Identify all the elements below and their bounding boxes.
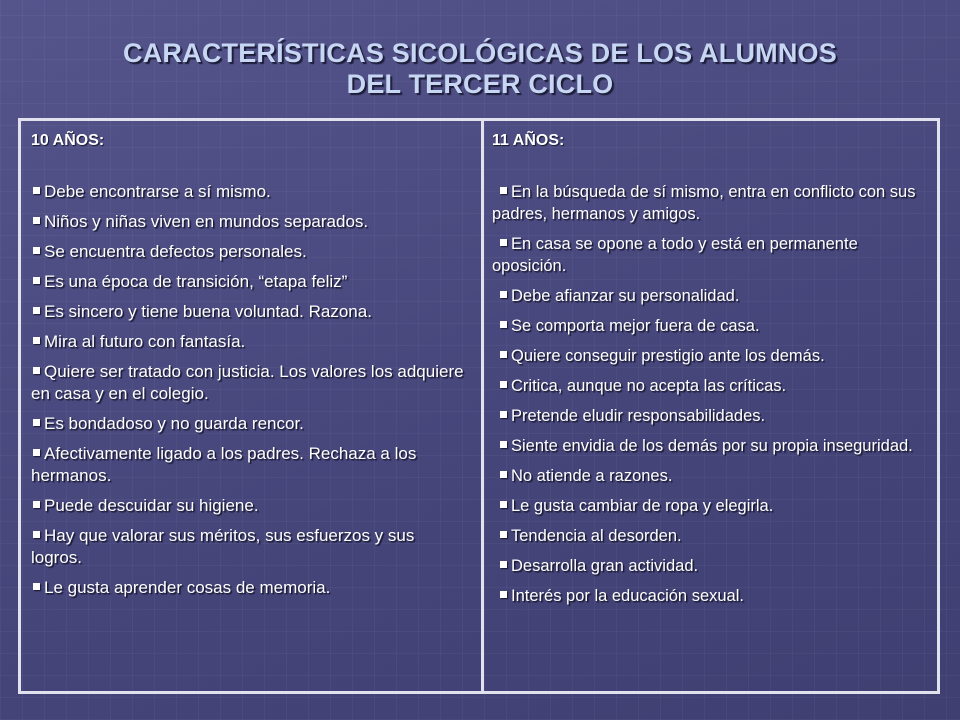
list-item: Le gusta aprender cosas de memoria.: [31, 577, 465, 599]
square-bullet-icon: [33, 531, 40, 538]
list-item: Es una época de transición, “etapa feliz”: [31, 271, 465, 293]
list-item: Quiere conseguir prestigio ante los demás.: [492, 345, 925, 367]
list-item: Quiere ser tratado con justicia. Los valores los adquiere en casa y en el colegio.: [31, 362, 464, 403]
list-item: Critica, aunque no acepta las críticas.: [492, 375, 925, 397]
square-bullet-icon: [500, 187, 507, 194]
list-item: Pretende eludir responsabilidades.: [492, 405, 925, 427]
square-bullet-icon: [500, 441, 507, 448]
list-item: Niños y niñas viven en mundos separados.: [31, 211, 465, 233]
comparison-table: [18, 118, 940, 694]
square-bullet-icon: [500, 501, 507, 508]
list-item: En casa se opone a todo y está en permanente oposición.: [492, 235, 858, 275]
list-item: Tendencia al desorden.: [492, 525, 925, 547]
list-item: Mira al futuro con fantasía.: [31, 331, 465, 353]
square-bullet-icon: [33, 217, 40, 224]
square-bullet-icon: [33, 449, 40, 456]
list-item: Es sincero y tiene buena voluntad. Razona.: [31, 301, 465, 323]
list-item: Es bondadoso y no guarda rencor.: [31, 413, 465, 435]
list-item: Desarrolla gran actividad.: [492, 555, 925, 577]
list-item: No atiende a razones.: [492, 465, 925, 487]
square-bullet-icon: [500, 381, 507, 388]
square-bullet-icon: [33, 277, 40, 284]
square-bullet-icon: [33, 247, 40, 254]
list-item: Puede descuidar su higiene.: [31, 495, 465, 517]
column-10-years: [21, 121, 484, 691]
square-bullet-icon: [33, 367, 40, 374]
title-line-1: CARACTERÍSTICAS SICOLÓGICAS DE LOS ALUMNOS: [123, 38, 837, 68]
square-bullet-icon: [500, 321, 507, 328]
square-bullet-icon: [33, 337, 40, 344]
list-item: En la búsqueda de sí mismo, entra en conflicto con sus padres, hermanos y amigos.: [492, 183, 916, 223]
square-bullet-icon: [500, 591, 507, 598]
square-bullet-icon: [500, 411, 507, 418]
list-item: Interés por la educación sexual.: [492, 585, 925, 607]
page-title: [0, 38, 960, 100]
list-item: Afectivamente ligado a los padres. Rechaza a los hermanos.: [31, 444, 417, 485]
square-bullet-icon: [33, 583, 40, 590]
square-bullet-icon: [33, 187, 40, 194]
square-bullet-icon: [500, 291, 507, 298]
square-bullet-icon: [33, 419, 40, 426]
list-item: Se encuentra defectos personales.: [31, 241, 465, 263]
column-heading-10: 10 AÑOS:: [31, 132, 105, 149]
square-bullet-icon: [500, 531, 507, 538]
list-item: Siente envidia de los demás por su propia inseguridad.: [492, 435, 925, 457]
square-bullet-icon: [500, 351, 507, 358]
list-item: Hay que valorar sus méritos, sus esfuerzos y sus logros.: [31, 526, 415, 567]
square-bullet-icon: [500, 561, 507, 568]
square-bullet-icon: [33, 307, 40, 314]
list-10-years: [31, 181, 465, 599]
square-bullet-icon: [33, 501, 40, 508]
list-11-years: [492, 181, 925, 607]
list-item: Debe encontrarse a sí mismo.: [31, 181, 465, 203]
square-bullet-icon: [500, 239, 507, 246]
title-line-2: DEL TERCER CICLO: [346, 69, 614, 99]
column-11-years: [484, 121, 937, 691]
square-bullet-icon: [500, 471, 507, 478]
column-heading-11: 11 AÑOS:: [492, 132, 565, 149]
list-item: Se comporta mejor fuera de casa.: [492, 315, 925, 337]
list-item: Le gusta cambiar de ropa y elegirla.: [492, 495, 925, 517]
list-item: Debe afianzar su personalidad.: [492, 285, 925, 307]
